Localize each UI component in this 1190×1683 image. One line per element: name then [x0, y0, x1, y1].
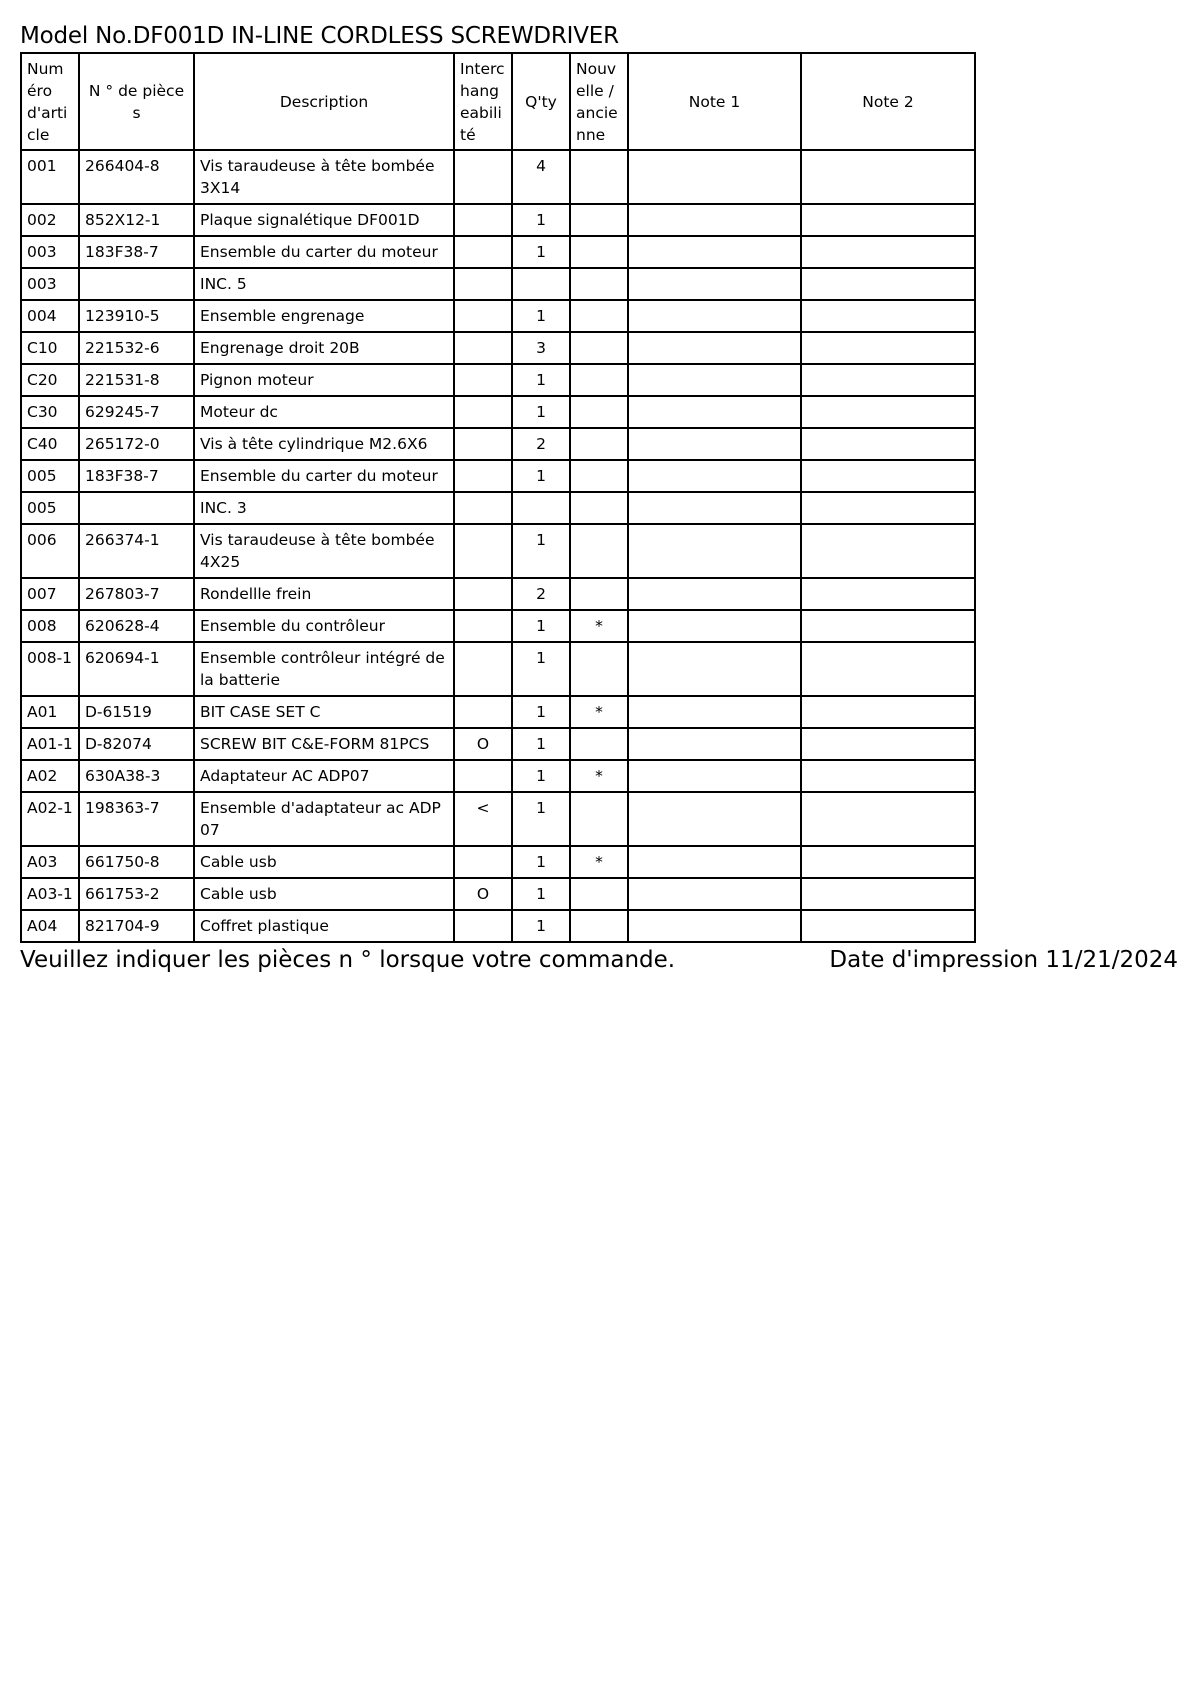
- cell-new-old: [570, 396, 628, 428]
- cell-item-number: A04: [21, 910, 79, 942]
- cell-quantity: 1: [512, 760, 570, 792]
- cell-part-number: [79, 268, 194, 300]
- cell-note-1: [628, 792, 801, 846]
- cell-description: Engrenage droit 20B: [194, 332, 454, 364]
- table-row: [21, 460, 975, 492]
- cell-note-2: [801, 492, 975, 524]
- cell-interchangeability: [454, 610, 512, 642]
- cell-part-number: 821704-9: [79, 910, 194, 942]
- table-row: [21, 396, 975, 428]
- cell-quantity: 2: [512, 578, 570, 610]
- cell-part-number: 198363-7: [79, 792, 194, 846]
- table-row: [21, 364, 975, 396]
- cell-interchangeability: [454, 460, 512, 492]
- cell-note-2: [801, 524, 975, 578]
- cell-description: Ensemble du carter du moteur: [194, 460, 454, 492]
- cell-new-old: [570, 236, 628, 268]
- cell-part-number: D-61519: [79, 696, 194, 728]
- cell-part-number: 661750-8: [79, 846, 194, 878]
- cell-description: Ensemble du carter du moteur: [194, 236, 454, 268]
- cell-quantity: 2: [512, 428, 570, 460]
- cell-note-2: [801, 846, 975, 878]
- cell-interchangeability: [454, 396, 512, 428]
- cell-quantity: 1: [512, 460, 570, 492]
- cell-note-1: [628, 846, 801, 878]
- cell-item-number: A02: [21, 760, 79, 792]
- table-row: [21, 642, 975, 696]
- cell-description: Moteur dc: [194, 396, 454, 428]
- cell-quantity: 3: [512, 332, 570, 364]
- cell-interchangeability: [454, 760, 512, 792]
- header-new-old: Nouvelle / ancienne: [570, 53, 628, 150]
- cell-note-2: [801, 268, 975, 300]
- page-title: Model No.DF001D IN-LINE CORDLESS SCREWDRIVER: [20, 23, 619, 49]
- cell-interchangeability: [454, 268, 512, 300]
- print-date: Date d'impression 11/21/2024: [829, 947, 1178, 973]
- cell-note-2: [801, 878, 975, 910]
- cell-interchangeability: [454, 492, 512, 524]
- cell-part-number: 183F38-7: [79, 236, 194, 268]
- cell-interchangeability: [454, 696, 512, 728]
- cell-part-number: D-82074: [79, 728, 194, 760]
- cell-new-old: [570, 364, 628, 396]
- cell-note-1: [628, 878, 801, 910]
- cell-interchangeability: [454, 428, 512, 460]
- cell-new-old: [570, 332, 628, 364]
- cell-note-1: [628, 300, 801, 332]
- cell-item-number: 003: [21, 236, 79, 268]
- table-row: [21, 492, 975, 524]
- cell-description: SCREW BIT C&E-FORM 81PCS: [194, 728, 454, 760]
- cell-note-2: [801, 428, 975, 460]
- cell-interchangeability: [454, 578, 512, 610]
- cell-quantity: [512, 492, 570, 524]
- cell-item-number: 002: [21, 204, 79, 236]
- cell-note-2: [801, 300, 975, 332]
- cell-new-old: [570, 878, 628, 910]
- cell-quantity: 1: [512, 300, 570, 332]
- cell-item-number: 003: [21, 268, 79, 300]
- header-note-1: Note 1: [628, 53, 801, 150]
- cell-note-1: [628, 204, 801, 236]
- cell-part-number: 221531-8: [79, 364, 194, 396]
- cell-item-number: 005: [21, 460, 79, 492]
- cell-new-old: *: [570, 760, 628, 792]
- cell-item-number: 007: [21, 578, 79, 610]
- cell-description: Ensemble du contrôleur: [194, 610, 454, 642]
- cell-note-2: [801, 578, 975, 610]
- order-instruction: Veuillez indiquer les pièces n ° lorsque votre commande.: [20, 947, 676, 973]
- cell-part-number: 852X12-1: [79, 204, 194, 236]
- cell-interchangeability: [454, 524, 512, 578]
- cell-note-2: [801, 460, 975, 492]
- cell-part-number: 266404-8: [79, 150, 194, 204]
- cell-item-number: A01: [21, 696, 79, 728]
- cell-note-1: [628, 760, 801, 792]
- cell-part-number: 620694-1: [79, 642, 194, 696]
- parts-table-body: [21, 150, 975, 942]
- cell-note-1: [628, 396, 801, 428]
- table-header-row: [21, 53, 975, 150]
- cell-new-old: [570, 524, 628, 578]
- cell-new-old: [570, 578, 628, 610]
- table-row: [21, 428, 975, 460]
- table-row: [21, 150, 975, 204]
- cell-note-1: [628, 492, 801, 524]
- cell-new-old: [570, 492, 628, 524]
- cell-note-2: [801, 364, 975, 396]
- cell-description: Vis taraudeuse à tête bombée 3X14: [194, 150, 454, 204]
- cell-item-number: A01-1: [21, 728, 79, 760]
- cell-note-1: [628, 332, 801, 364]
- cell-quantity: 1: [512, 204, 570, 236]
- cell-interchangeability: [454, 204, 512, 236]
- table-row: [21, 792, 975, 846]
- header-part-number: N ° de pièces: [79, 53, 194, 150]
- cell-note-1: [628, 728, 801, 760]
- cell-part-number: 183F38-7: [79, 460, 194, 492]
- cell-note-2: [801, 910, 975, 942]
- cell-interchangeability: [454, 236, 512, 268]
- cell-new-old: [570, 460, 628, 492]
- table-row: [21, 300, 975, 332]
- cell-new-old: *: [570, 610, 628, 642]
- cell-description: Vis à tête cylindrique M2.6X6: [194, 428, 454, 460]
- cell-quantity: 1: [512, 878, 570, 910]
- cell-interchangeability: <: [454, 792, 512, 846]
- cell-new-old: *: [570, 846, 628, 878]
- cell-part-number: 629245-7: [79, 396, 194, 428]
- cell-description: Ensemble d'adaptateur ac ADP07: [194, 792, 454, 846]
- table-row: [21, 910, 975, 942]
- cell-new-old: [570, 910, 628, 942]
- cell-item-number: A03: [21, 846, 79, 878]
- cell-part-number: 266374-1: [79, 524, 194, 578]
- cell-quantity: 4: [512, 150, 570, 204]
- cell-quantity: 1: [512, 236, 570, 268]
- cell-new-old: [570, 428, 628, 460]
- cell-note-2: [801, 610, 975, 642]
- cell-note-1: [628, 428, 801, 460]
- cell-interchangeability: O: [454, 728, 512, 760]
- cell-quantity: 1: [512, 364, 570, 396]
- cell-note-2: [801, 150, 975, 204]
- table-row: [21, 204, 975, 236]
- cell-interchangeability: [454, 300, 512, 332]
- cell-note-1: [628, 910, 801, 942]
- table-row: [21, 268, 975, 300]
- table-row: [21, 610, 975, 642]
- cell-note-1: [628, 236, 801, 268]
- cell-part-number: 620628-4: [79, 610, 194, 642]
- cell-item-number: C30: [21, 396, 79, 428]
- table-row: [21, 846, 975, 878]
- cell-note-1: [628, 578, 801, 610]
- header-item-number: Numéro d'article: [21, 53, 79, 150]
- cell-note-2: [801, 332, 975, 364]
- cell-description: INC. 5: [194, 268, 454, 300]
- cell-note-1: [628, 364, 801, 396]
- table-row: [21, 332, 975, 364]
- cell-item-number: C40: [21, 428, 79, 460]
- cell-quantity: 1: [512, 524, 570, 578]
- cell-note-1: [628, 460, 801, 492]
- cell-note-1: [628, 150, 801, 204]
- cell-note-2: [801, 760, 975, 792]
- cell-quantity: [512, 268, 570, 300]
- cell-part-number: 221532-6: [79, 332, 194, 364]
- table-row: [21, 236, 975, 268]
- cell-quantity: 1: [512, 792, 570, 846]
- header-interchangeability: Interchangeabilité: [454, 53, 512, 150]
- cell-item-number: 008-1: [21, 642, 79, 696]
- cell-interchangeability: [454, 364, 512, 396]
- cell-part-number: 630A38-3: [79, 760, 194, 792]
- cell-note-1: [628, 610, 801, 642]
- cell-note-2: [801, 642, 975, 696]
- cell-quantity: 1: [512, 910, 570, 942]
- cell-quantity: 1: [512, 846, 570, 878]
- cell-description: INC. 3: [194, 492, 454, 524]
- cell-description: Ensemble engrenage: [194, 300, 454, 332]
- cell-item-number: C20: [21, 364, 79, 396]
- header-description: Description: [194, 53, 454, 150]
- cell-new-old: [570, 268, 628, 300]
- cell-item-number: 006: [21, 524, 79, 578]
- cell-interchangeability: [454, 150, 512, 204]
- cell-interchangeability: [454, 642, 512, 696]
- table-row: [21, 696, 975, 728]
- cell-note-2: [801, 204, 975, 236]
- cell-note-2: [801, 236, 975, 268]
- header-quantity: Q'ty: [512, 53, 570, 150]
- cell-note-2: [801, 696, 975, 728]
- parts-table: [20, 52, 976, 943]
- cell-quantity: 1: [512, 610, 570, 642]
- cell-note-2: [801, 792, 975, 846]
- cell-quantity: 1: [512, 728, 570, 760]
- cell-interchangeability: [454, 332, 512, 364]
- cell-quantity: 1: [512, 396, 570, 428]
- cell-note-1: [628, 524, 801, 578]
- cell-item-number: 004: [21, 300, 79, 332]
- cell-new-old: [570, 150, 628, 204]
- cell-part-number: 265172-0: [79, 428, 194, 460]
- cell-new-old: [570, 728, 628, 760]
- cell-description: Plaque signalétique DF001D: [194, 204, 454, 236]
- cell-quantity: 1: [512, 642, 570, 696]
- table-row: [21, 878, 975, 910]
- table-row: [21, 728, 975, 760]
- cell-interchangeability: O: [454, 878, 512, 910]
- cell-new-old: *: [570, 696, 628, 728]
- cell-description: Coffret plastique: [194, 910, 454, 942]
- cell-description: Vis taraudeuse à tête bombée 4X25: [194, 524, 454, 578]
- table-row: [21, 524, 975, 578]
- table-row: [21, 760, 975, 792]
- cell-note-2: [801, 396, 975, 428]
- cell-interchangeability: [454, 910, 512, 942]
- cell-item-number: A02-1: [21, 792, 79, 846]
- cell-item-number: 008: [21, 610, 79, 642]
- cell-description: Pignon moteur: [194, 364, 454, 396]
- cell-item-number: C10: [21, 332, 79, 364]
- cell-item-number: A03-1: [21, 878, 79, 910]
- cell-note-1: [628, 642, 801, 696]
- cell-description: Rondellle frein: [194, 578, 454, 610]
- cell-note-1: [628, 268, 801, 300]
- cell-description: Cable usb: [194, 846, 454, 878]
- cell-note-1: [628, 696, 801, 728]
- cell-new-old: [570, 792, 628, 846]
- cell-description: Ensemble contrôleur intégré de la batterie: [194, 642, 454, 696]
- cell-item-number: 001: [21, 150, 79, 204]
- cell-part-number: 661753-2: [79, 878, 194, 910]
- cell-new-old: [570, 204, 628, 236]
- table-row: [21, 578, 975, 610]
- cell-description: BIT CASE SET C: [194, 696, 454, 728]
- cell-part-number: 267803-7: [79, 578, 194, 610]
- cell-part-number: [79, 492, 194, 524]
- cell-new-old: [570, 642, 628, 696]
- header-note-2: Note 2: [801, 53, 975, 150]
- cell-description: Adaptateur AC ADP07: [194, 760, 454, 792]
- cell-item-number: 005: [21, 492, 79, 524]
- cell-description: Cable usb: [194, 878, 454, 910]
- cell-note-2: [801, 728, 975, 760]
- cell-new-old: [570, 300, 628, 332]
- cell-quantity: 1: [512, 696, 570, 728]
- cell-interchangeability: [454, 846, 512, 878]
- cell-part-number: 123910-5: [79, 300, 194, 332]
